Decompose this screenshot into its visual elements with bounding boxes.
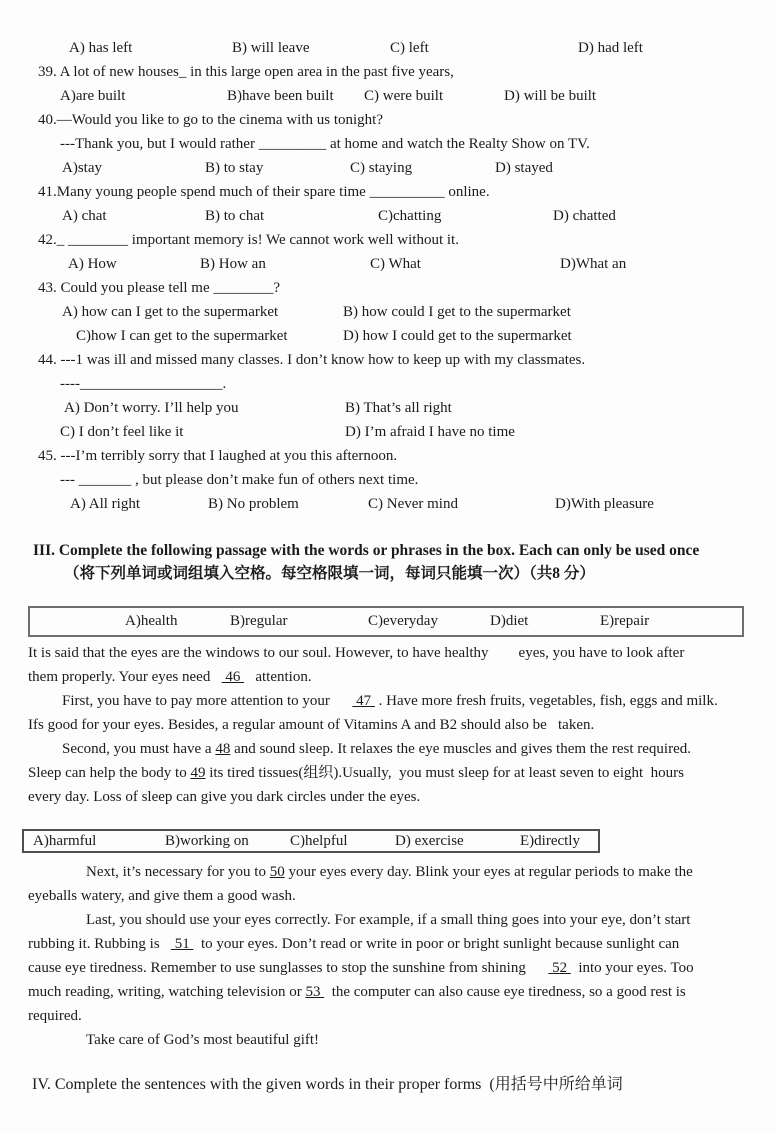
passage1-line3-post: . Have more fresh fruits, vegetables, fish, eggs and milk. [374,693,718,709]
passage2-line7: required. [28,1008,82,1024]
q44-blank-line: ----___________________. [60,376,227,392]
passage2-line1-post: your eyes every day. Blink your eyes at regular periods to make the [284,864,693,880]
blank-52: 52 [548,960,571,976]
q39-stem: 39. A lot of new houses_ in this large open area in the past five years, [38,64,454,80]
passage2-line4-post: to your eyes. Don’t read or write in poor or bright sunlight because sunlight can [193,936,680,952]
q43-options-row-2 [0,324,776,348]
word-box-1-item-d: D)diet [490,613,529,629]
q42-option-c: C) What [370,256,421,272]
q45-reply: --- _______ , but please don’t make fun of others next time. [60,472,419,488]
word-box-1-item-a: A)health [125,613,178,629]
section-3-title-chinese: （将下列单词或词组填入空格。每空格限填一词，每词只能填一次）（共8 分） [64,565,595,582]
q40-option-d: D) stayed [495,160,553,176]
word-box-1-item-c: C)everyday [368,613,438,629]
q39-option-b: B)have been built [227,88,334,104]
q41-option-d: D) chatted [553,208,616,224]
q45-option-c: C) Never mind [368,496,458,512]
q44-option-d: D) I’m afraid I have no time [345,424,515,440]
word-box-2-item-a: A)harmful [33,833,97,849]
word-box-1 [28,606,744,637]
passage2-line6-pre: much reading, writing, watching television or [28,984,306,1000]
passage1-line4: Ifs good for your eyes. Besides, a regular amount of Vitamins A and B2 should also be taken. [28,717,595,733]
q43-options-row-1 [0,300,776,324]
q42-option-a: A) How [68,256,117,272]
q40-option-b: B) to stay [205,160,264,176]
q45-options-row [0,492,776,516]
passage1-line3-pre: First, you have to pay more attention to your [62,693,353,709]
q43-option-a: A) how can I get to the supermarket [62,304,279,320]
q38-option-d: D) had left [578,40,643,56]
q45-stem: 45. ---I’m terribly sorry that I laughed at you this afternoon. [38,448,398,464]
passage1-line2-pre: them properly. Your eyes need [28,669,222,685]
q44-options-row-2 [0,420,776,444]
passage2-line4 [0,932,776,956]
q44-option-b: B) That’s all right [345,400,452,416]
passage1-line6-pre: Sleep can help the body to [28,765,191,781]
passage2-line4-pre: rubbing it. Rubbing is [28,936,171,952]
q39-option-a: A)are built [60,88,126,104]
blank-49: 49 [190,765,206,781]
section-3-title-english: III. Complete the following passage with the words or phrases in the box. Each can only be used once [33,542,700,559]
q44-stem: 44. ---1 was ill and missed many classes. I don’t know how to keep up with my classmates. [38,352,586,368]
q41-option-c: C)chatting [378,208,442,224]
q43-stem: 43. Could you please tell me ________? [38,280,281,296]
passage2-line5 [0,956,776,980]
word-box-1-item-b: B)regular [230,613,288,629]
q38-option-b: B) will leave [232,40,310,56]
word-box-2 [22,829,600,853]
passage2-line6-post: the computer can also cause eye tiredness, so a good rest is [324,984,686,1000]
q45-option-d: D)With pleasure [555,496,654,512]
passage2-line2: eyeballs watery, and give them a good wash. [28,888,296,904]
q44-option-c: C) I don’t feel like it [60,424,184,440]
q39-option-c: C) were built [364,88,444,104]
q43-option-b: B) how could I get to the supermarket [343,304,571,320]
blank-46: 46 [221,669,245,685]
passage1-line5-pre: Second, you must have a [62,741,216,757]
q38-option-c: C) left [390,40,429,56]
q38-options-row [0,36,776,60]
word-box-2-item-b: B)working on [165,833,249,849]
blank-48: 48 [215,741,231,757]
passage2-line8: Take care of God’s most beautiful gift! [86,1032,320,1048]
passage2-line1 [0,860,776,884]
passage1-line5-post: and sound sleep. It relaxes the eye muscles and gives them the rest required. [230,741,691,757]
passage1-line5 [0,737,776,761]
q41-stem: 41.Many young people spend much of their spare time __________ online. [38,184,490,200]
word-box-2-item-e: E)directly [520,833,580,849]
q39-options-row [0,84,776,108]
passage1-line6 [0,761,776,785]
word-box-2-item-c: C)helpful [290,833,348,849]
passage1-line2-post: attention. [244,669,312,685]
q42-stem: 42._ ________ important memory is! We cannot work well without it. [38,232,459,248]
q42-options-row [0,252,776,276]
q40-reply: ---Thank you, but I would rather _________ at home and watch the Realty Show on TV. [60,136,590,152]
q38-option-a: A) has left [69,40,133,56]
q40-stem: 40.—Would you like to go to the cinema with us tonight? [38,112,383,128]
passage1-line6-post: its tired tissues(组织).Usually, you must sleep for at least seven to eight hours [205,765,685,781]
q40-options-row [0,156,776,180]
q43-option-d: D) how I could get to the supermarket [343,328,572,344]
q45-option-a: A) All right [70,496,140,512]
q41-option-a: A) chat [62,208,107,224]
section-4-title: IV. Complete the sentences with the given words in their proper forms (用括号中所给单词 [32,1076,623,1093]
q42-option-b: B) How an [200,256,266,272]
q40-option-a: A)stay [62,160,102,176]
passage1-line3 [0,689,776,713]
passage2-line1-pre: Next, it’s necessary for you to [86,864,270,880]
blank-51: 51 [170,936,194,952]
blank-47: 47 [352,693,375,709]
q44-option-a: A) Don’t worry. I’ll help you [64,400,239,416]
q40-option-c: C) staying [350,160,413,176]
passage2-line3: Last, you should use your eyes correctly. For example, if a small thing goes into your eye, don’t start [86,912,691,928]
q44-options-row-1 [0,396,776,420]
q41-options-row [0,204,776,228]
passage2-line5-post: into your eyes. Too [570,960,694,976]
blank-53: 53 [305,984,325,1000]
passage1-line2 [0,665,776,689]
passage2-line5-pre: cause eye tiredness. Remember to use sunglasses to stop the sunshine from shining [28,960,549,976]
q39-option-d: D) will be built [504,88,597,104]
q45-option-b: B) No problem [208,496,299,512]
passage2-line6 [0,980,776,1004]
q41-option-b: B) to chat [205,208,265,224]
word-box-1-item-e: E)repair [600,613,650,629]
q43-option-c: C)how I can get to the supermarket [76,328,288,344]
q42-option-d: D)What an [560,256,627,272]
blank-50: 50 [269,864,285,880]
passage1-line7: every day. Loss of sleep can give you dark circles under the eyes. [28,789,421,805]
passage1-line1: It is said that the eyes are the windows to our soul. However, to have healthy eyes, you have to look after [28,645,685,661]
word-box-2-item-d: D) exercise [395,833,464,849]
